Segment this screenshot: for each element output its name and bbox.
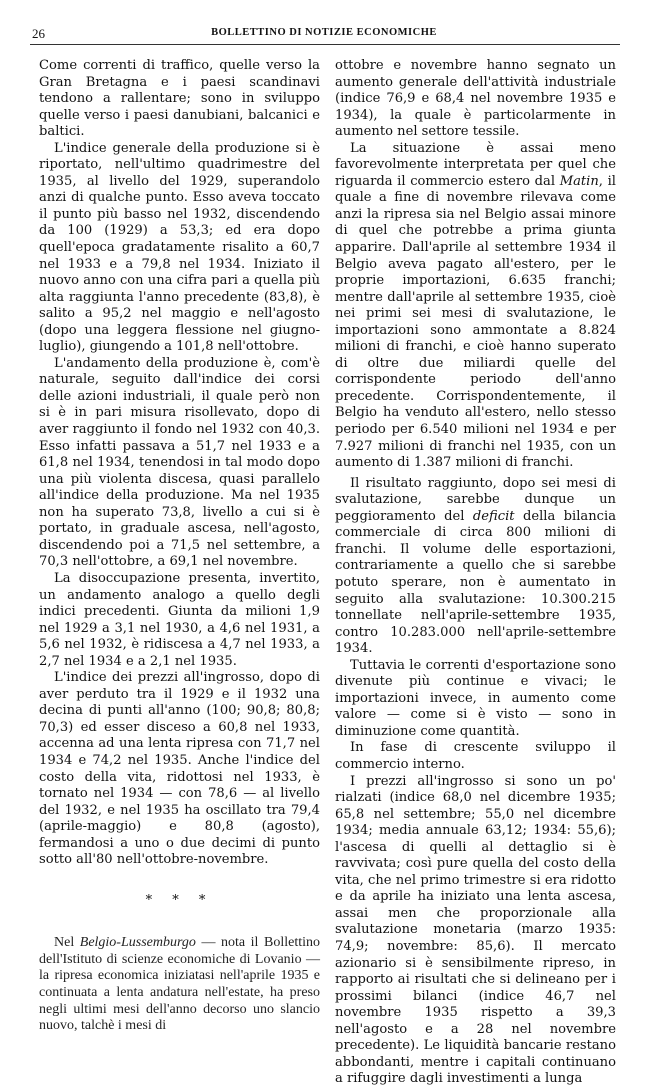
paragraph-text: della bilancia commerciale di circa 800 milioni di franchi. Il volume delle esportazioni, contrariamente a quello che si sarebbe potuto sperare, non è aumentato in seguito alla svalutazione: 10.300.215 tonnellate nell'aprile-settembre 1935, contro 10.283.000 nell'aprile-settembre 1934. <box>335 508 616 657</box>
paragraph: Come correnti di traffico, quelle verso la Gran Bretagna e i paesi scandinavi tendono a rallentare; sono in sviluppo quelle verso i paesi danubiani, balcanici e baltici. <box>39 58 320 140</box>
paragraph <box>335 774 616 1088</box>
paragraph-text: I prezzi all'ingrosso si sono un po' rialzati (indice 68,0 nel dicembre 1935; 65,8 nel settembre; 55,0 nel dicembre 1934; media annuale 63,12; 1934: 55,6); l'ascesa di quelli al dettaglio si è ravvivata; così pure quella del costo della vita, che nel primo trimestre si era ridotto e da aprile ha iniziato una lenta ascesa, assai men che proporzionale alla svalutazione monetaria (marzo 1935: 74,9; novembre: 85,6). Il mercato azionario si è sensibilmente ripreso, in rapporto ai risultati che si delineano per i prossimi bilanci (indice 46,7 nel novembre 1935 rispetto a 39,3 nell'agosto e a 28 nel novembre precedente). <box>335 773 616 1054</box>
paragraph: L'indice generale della produzione si è riportato, nell'ultimo quadrimestre del 1935, al livello del 1929, superandolo anzi di qualche punto. Esso aveva toccato il punto più basso nel 1932, discendendo da 100 (1929) a 53,3; ed era dopo quell'epoca gradatamente risalito a 60,7 nel 1933 e a 79,8 nel 1934. Iniziato il nuovo anno con una cifra pari a quella più alta raggiunta l'anno precedente (83,8), è salito a 95,2 nel maggio e nell'agosto (dopo una leggera flessione nel giugno-luglio), giungendo a 101,8 nell'ottobre. <box>39 140 320 355</box>
paragraph-text: La situazione è assai meno favorevolmente interpretata per quel che riguarda il commercio estero dal <box>335 140 616 189</box>
paragraph-text: Il risultato raggiunto, dopo sei mesi di svalutazione, sarebbe dunque un peggioramento del <box>335 475 616 524</box>
paragraph: L'andamento della produzione è, com'è naturale, seguito dall'indice dei corsi delle azioni industriali, il quale però non si è in pari misura risollevato, dopo di aver raggiunto il fondo nel 1932 con 40,3. Esso infatti passava a 51,7 nel 1933 e a 61,8 nel 1934, tenendosi in tal modo dopo una più violenta discesa, quasi parallelo all'indice della produzione. Ma nel 1935 non ha superato 73,8, livello a cui si è portato, in graduale ascesa, nell'agosto, discendendo poi a 71,5 nel settembre, a 70,3 nell'ottobre, a 69,1 nel novembre. <box>39 355 320 570</box>
paragraph-lead: Nel <box>54 935 80 951</box>
paragraph-text: , il quale a fine di novembre rilevava come anzi la ripresa sia nel Belgio assai minore di quel che potrebbe a prima giunta apparire. Dall'aprile al settembre 1934 il Belgio aveva pagato all'estero, per le proprie importazioni, 6.635 franchi; mentre dall'aprile al settembre 1935, cioè nei primi sei mesi di svalutazione, le importazioni sono ammontate a 8.824 milioni di franchi, e cioè hanno superato di oltre due miliardi quelle del corrispondente periodo dell'anno precedente. Corrispondentemente, il Belgio ha venduto all'estero, nello stesso periodo per 6.540 milioni nel 1934 e per 7.927 milioni di franchi nel 1935, con un aumento di 1.387 milioni di franchi. <box>335 173 616 471</box>
right-column <box>335 58 616 1088</box>
paragraph-text: — nota il Bollettino dell'Istituto di scienze economiche di Lovanio — la ripresa economica iniziatasi nell'aprile 1935 e continuata a lenta andatura nell'estate, ha preso negli ultimi mesi dell'anno decorso uno slancio nuovo, talchè i mesi di <box>39 935 320 1034</box>
paragraph-text: Le liquidità bancarie restano abbondanti, mentre i capitali continuano a rifuggire dagli investimenti a lunga <box>335 1038 616 1087</box>
paragraph: In fase di crescente sviluppo il commercio interno. <box>335 740 616 772</box>
paragraph <box>39 935 320 1034</box>
section-separator: * * * <box>145 892 214 908</box>
deficit-term: deficit <box>472 508 515 524</box>
page-header <box>30 26 618 44</box>
paragraph <box>335 141 616 472</box>
running-title: BOLLETTINO DI NOTIZIE ECONOMICHE <box>211 27 437 38</box>
paragraph: Tuttavia le correnti d'esportazione sono divenute più continue e vivaci; le importazioni invece, in aumento come valore — come si è visto — sono in diminuzione come quantità. <box>335 657 616 739</box>
left-column <box>39 58 320 1035</box>
paragraph <box>335 476 616 658</box>
paragraph: La disoccupazione presenta, invertito, un andamento analogo a quello degli indici precedenti. Giunta da milioni 1,9 nel 1929 a 3,1 nel 1930, a 4,6 nel 1931, a 5,6 nel 1932, è ridiscesa a 4,7 nel 1933, a 2,7 nel 1934 e a 2,1 nel 1935. <box>39 570 320 669</box>
country-name: Belgio-Lussemburgo <box>79 935 196 951</box>
page-number: 26 <box>32 26 45 41</box>
paragraph: L'indice dei prezzi all'ingrosso, dopo di aver perduto tra il 1929 e il 1932 una decina di punti all'anno (100; 90,8; 80,8; 70,3) ed esser disceso a 60,8 nel 1933, accenna ad una lenta ripresa con 71,7 nel 1934 e 74,2 nel 1935. Anche l'indice del costo della vita, ridottosi nel 1933, è tornato nel 1934 — con 78,6 — al livello del 1932, e nel 1935 ha oscillato tra 79,4 (aprile-maggio) e 80,8 (agosto), fermandosi a uno o due decimi di punto sotto all'80 nell'ottobre-novembre. <box>39 670 320 868</box>
newspaper-name: Matin <box>559 173 599 189</box>
header-rule <box>30 44 620 45</box>
paragraph: ottobre e novembre hanno segnato un aumento generale dell'attività industriale (indice 76,9 e 68,4 nel novembre 1935 e 1934), la quale è particolarmente in aumento nel settore tessile. <box>335 58 616 140</box>
